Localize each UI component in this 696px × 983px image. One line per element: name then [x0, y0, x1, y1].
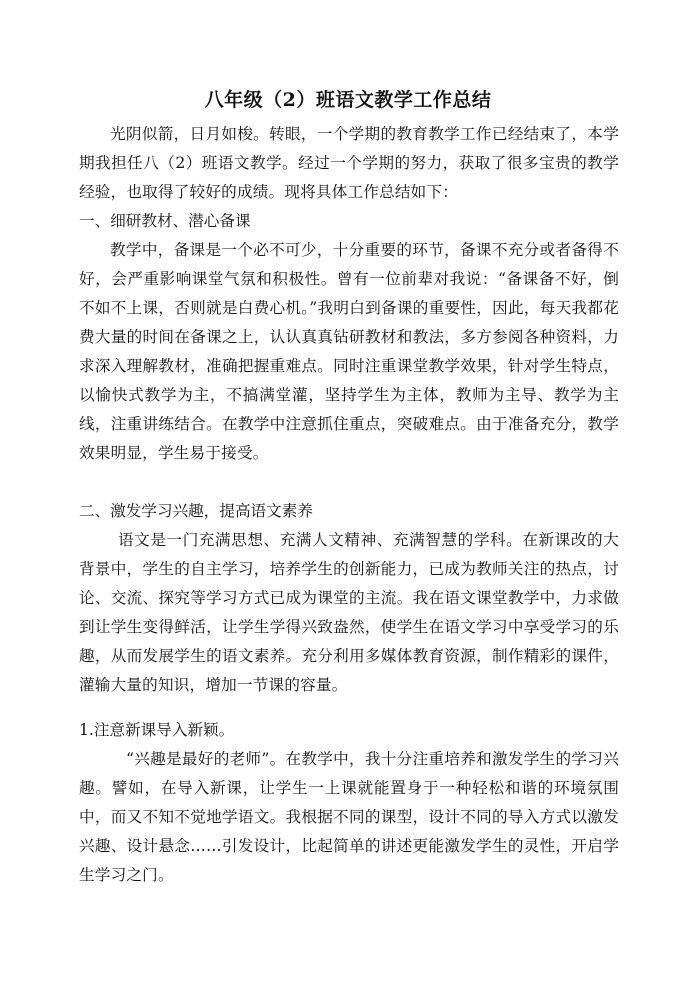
section-heading-2: 二、激发学习兴趣，提高语文素养 [79, 502, 313, 520]
subsection-heading-1: 1.注意新课导入新颖。 [79, 721, 235, 739]
section-heading-1: 一、细研教材、潜心备课 [79, 212, 251, 230]
section-paragraph-2: 语文是一门充满思想、充满人文精神、充满智慧的学科。在新课改的大背景中，学生的自主学习，培养学生的创新能力，已成为教师关注的热点，讨论、交流、探究等学习方式已成为课堂的主流。我在语文课堂教学中，力求做到让学生变得鲜活，让学生学得兴致盎然，使学生在语文学习中享受学习的乐趣，从而发展学生的语文素养。充分利用多媒体教育资源，制作精彩的课件，灌输大量的知识，增加一节课的容量。 [79, 531, 619, 694]
section-paragraph-1: 教学中，备课是一个必不可少，十分重要的环节，备课不充分或者备得不好，会严重影响课堂气氛和积极性。曾有一位前辈对我说：“备课备不好，倒不如不上课，否则就是白费心机。”我明白到备课的重要性，因此，每天我都花费大量的时间在备课之上，认认真真钻研教材和教法，多方参阅各种资料，力求深入理解教材，准确把握重难点。同时注重课堂教学效果，针对学生特点，以愉快式教学为主，不搞满堂灌，坚持学生为主体，教师为主导、教学为主线，注重讲练结合。在教学中注意抓住重点，突破难点。由于准备充分，教学效果明显，学生易于接受。 [79, 241, 619, 462]
intro-paragraph: 光阴似箭，日月如梭。转眼，一个学期的教育教学工作已经结束了，本学期我担任八（2）班语文教学。经过一个学期的努力，获取了很多宝贵的教学经验，也取得了较好的成绩。现将具体工作总结如下： [79, 125, 619, 201]
subsection-paragraph-1: “兴趣是最好的老师”。在教学中，我十分注重培养和激发学生的学习兴趣。譬如，在导入新课，让学生一上课就能置身于一种轻松和谐的环境氛围中，而又不知不觉地学语文。我根据不同的课型，设计不同的导入方式以激发兴趣、设计悬念……引发设计，比起简单的讲述更能激发学生的灵性，开启学生学习之门。 [79, 750, 619, 884]
document-title: 八年级（2）班语文教学工作总结 [204, 89, 492, 111]
